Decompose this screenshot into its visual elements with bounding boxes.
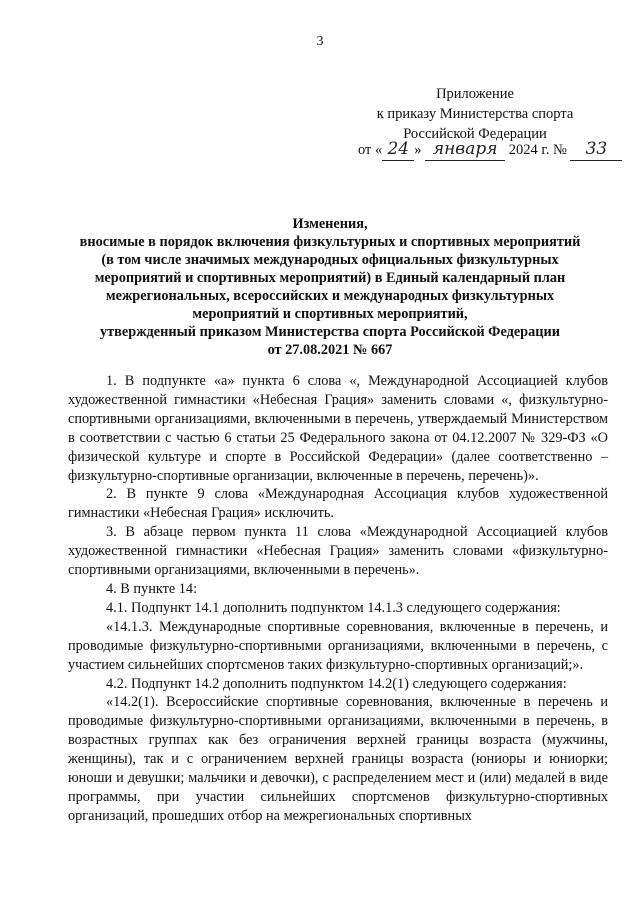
title-line: (в том числе значимых международных официальных физкультурных bbox=[101, 252, 559, 268]
order-date-line bbox=[358, 138, 618, 161]
paragraph: 4. В пункте 14: bbox=[106, 580, 198, 597]
title-line: от 27.08.2021 № 667 bbox=[267, 342, 393, 358]
title-line: мероприятий и спортивных мероприятий, bbox=[192, 306, 468, 322]
appendix-header bbox=[340, 84, 610, 144]
handwritten-month: января bbox=[425, 138, 505, 161]
document-title bbox=[60, 215, 600, 359]
title-line: межрегиональных, всероссийских и международных физкультурных bbox=[105, 288, 555, 304]
handwritten-order-number: 33 bbox=[570, 138, 622, 161]
appendix-label: Приложение bbox=[436, 86, 514, 102]
document-body bbox=[68, 372, 608, 826]
date-year: 2024 г. № bbox=[508, 142, 567, 158]
paragraph: 3. В абзаце первом пункта 11 слова «Международной Ассоциацией клубов художественной гимнастики «Небесная Грация» заменить словами «физкультурно-спортивными организациями, включенными в перечень». bbox=[68, 524, 608, 579]
title-line: утвержденный приказом Министерства спорта Российской Федерации bbox=[100, 324, 560, 340]
paragraph: 4.2. Подпункт 14.2 дополнить подпунктом 14.2(1) следующего содержания: bbox=[106, 675, 567, 692]
paragraph: 2. В пункте 9 слова «Международная Ассоциация клубов художественной гимнастики «Небесная Грация» исключить. bbox=[68, 486, 608, 522]
paragraph: 4.1. Подпункт 14.1 дополнить подпунктом 14.1.3 следующего содержания: bbox=[106, 599, 561, 616]
title-line: вносимые в порядок включения физкультурных и спортивных мероприятий bbox=[79, 234, 581, 250]
appendix-order-ref: к приказу Министерства спорта bbox=[376, 106, 574, 122]
title-line: Изменения, bbox=[292, 216, 368, 232]
paragraph: «14.1.3. Международные спортивные соревнования, включенные в перечень, и проводимые физкультурно-спортивными организациями, включенными в перечень, с участием сильнейших спортсменов таких физкультурно-спортивных организаций;». bbox=[68, 618, 608, 673]
title-line: мероприятий и спортивных мероприятий) в Единый календарный план bbox=[94, 270, 566, 286]
date-prefix: от « bbox=[358, 142, 383, 158]
paragraph: «14.2(1). Всероссийские спортивные соревнования, включенные в перечень и проводимые физкультурно-спортивными организациями, включенными в перечень, в возрастных группах как без ограничения верхней границы возраста (мужчины, женщины), так и с ограничением верхней границы возраста (юниоры и юниорки; юноши и девушки; мальчики и девочки), с распределением мест и (или) медалей в виде программы, при участии сильнейших спортсменов физкультурно-спортивных организаций, прошедших отбор на межрегиональных спортивных bbox=[68, 694, 608, 824]
appendix-federation: Российской Федерации bbox=[403, 126, 547, 142]
handwritten-day: 24 bbox=[382, 138, 414, 161]
date-mid: » bbox=[414, 142, 422, 158]
page-number: 3 bbox=[316, 34, 324, 49]
paragraph: 1. В подпункте «а» пункта 6 слова «, Международной Ассоциацией клубов художественной гимнастики «Небесная Грация» заменить словами «, физкультурно-спортивными организациями, включенными в перечень, утверждаемый Министерством в соответствии с частью 6 статьи 25 Федерального закона от 04.12.2007 № 329-ФЗ «О физической культуре и спорте в Российской Федерации» (далее соответственно – физкультурно-спортивные организации, включенные в перечень, перечень)». bbox=[68, 373, 608, 484]
